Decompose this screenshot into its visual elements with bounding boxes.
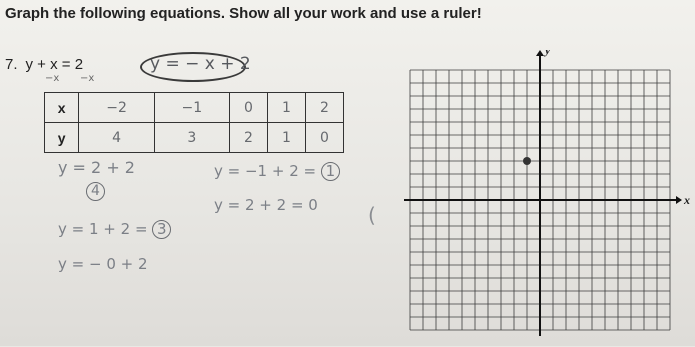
table-row-y <box>45 123 344 153</box>
xy-table <box>44 92 344 153</box>
subtract-x-left: −x <box>45 73 60 84</box>
problem-equation <box>5 56 83 73</box>
y-axis-arrow <box>536 50 544 56</box>
x-cell: 1 <box>268 93 306 123</box>
subtract-x-right: −x <box>80 73 95 84</box>
work-line-5: y = 2 + 2 = 0 <box>214 196 318 214</box>
instructions-heading: Graph the following equations. Show all your work and use a ruler! <box>5 5 482 22</box>
pencil-bracket-mark: ( <box>368 203 376 227</box>
y-axis-label: y <box>545 50 551 57</box>
work-line-2: y = 1 + 2 = 3 <box>58 220 171 239</box>
x-axis-arrow <box>676 196 682 204</box>
coordinate-graph <box>400 50 690 347</box>
x-cell: 0 <box>230 93 268 123</box>
y-cell: 4 <box>79 123 154 153</box>
y-cell: 1 <box>268 123 306 153</box>
work-line-1-result: 4 <box>86 182 105 201</box>
x-cell: −2 <box>79 93 154 123</box>
table-row-x <box>45 93 344 123</box>
slope-intercept-answer: y = − x + 2 <box>150 54 251 74</box>
x-header: x <box>45 93 79 123</box>
y-header: y <box>45 123 79 153</box>
problem-number: 7. <box>5 56 18 73</box>
y-cell: 0 <box>305 123 343 153</box>
plotted-points <box>523 157 531 165</box>
y-cell: 2 <box>230 123 268 153</box>
graph-svg <box>400 50 690 342</box>
work-line-4: y = −1 + 2 = 1 <box>214 162 340 181</box>
plotted-point <box>523 157 531 165</box>
equation-text: y + x = 2 <box>25 56 84 73</box>
work-line-3: y = − 0 + 2 <box>58 255 148 273</box>
work-line-1: y = 2 + 2 <box>58 158 135 177</box>
x-cell: −1 <box>154 93 229 123</box>
x-axis-label: x <box>684 193 690 207</box>
y-cell: 3 <box>154 123 229 153</box>
axes <box>404 50 682 336</box>
x-cell: 2 <box>305 93 343 123</box>
